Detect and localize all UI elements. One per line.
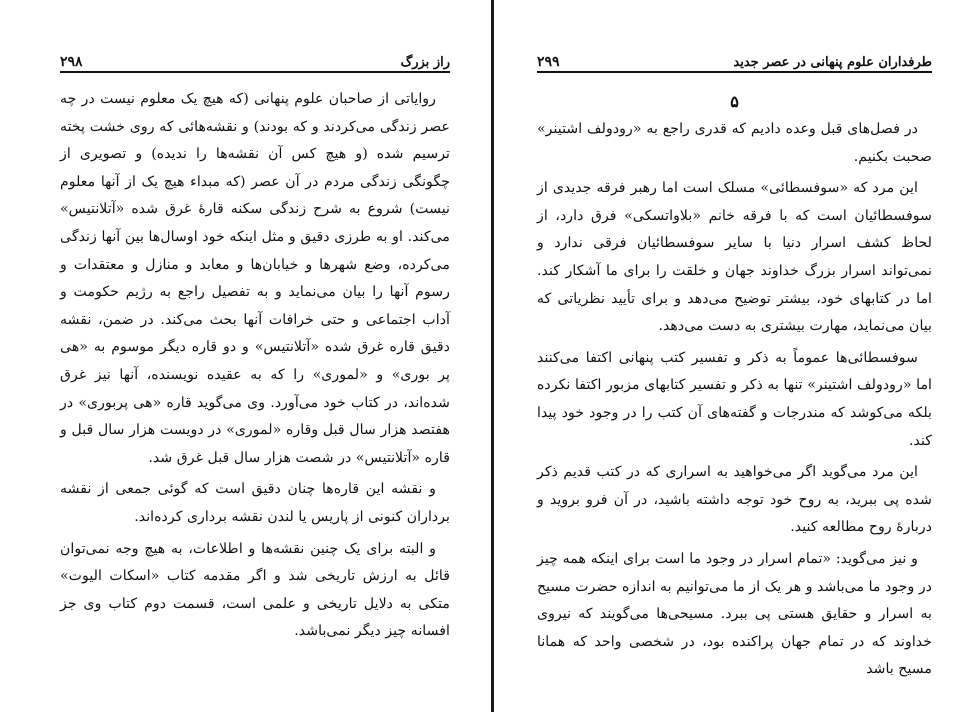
left-paragraph-1: روایاتی از صاحبان علوم پنهانی (که هیچ یک معلوم نیست در چه عصر زندگی می‌کردند و که بودند) و نقشه‌هائی که روی خشت پخته ترسیم شده (و هیچ کس آن نقشه‌ها را ندیده) و تصویری از چگونگی زندگی مردم در آن عصر (که مبداء هیچ یک از آنها معلوم نیست) شروع به شرح زندگی سکنه قارهٔ غرق شده «آتلانتیس» می‌کند. او به طرزی دقیق و مثل اینکه خود اوسال‌ها بین آنها زندگی می‌کرده، وضع شهرها و خیابان‌ها و معابد و منازل و معتقدات و رسوم آنها را بیان می‌نماید و به تفصیل راجع به رژیم حکومت و آداب اجتماعی و حتی خرافات آنها بحث می‌کند. در ضمن، نقشه دقیق قاره غرق شده «آتلانتیس» و دو قاره دیگر موسوم به «هی پر بوری» و «لموری» را که به عقیده نویسنده، آنها نیز غرق شده‌اند، در کتاب خود می‌آورد. وی می‌گوید قاره «هی پربوری» در هفتصد هزار سال قبل وقاره «لموری» در دویست هزار سال قبل و قاره «آتلانتیس» در شصت هزار سال قبل غرق شد. (60, 91, 450, 466)
left-page-number: ۲۹۸ (60, 54, 83, 70)
right-body-text (537, 116, 932, 688)
right-page-header (537, 48, 932, 70)
right-header-rule (537, 71, 932, 73)
right-page (497, 0, 979, 712)
right-paragraph-5: و نیز می‌گوید: «تمام اسرار در وجود ما است برای اینکه همه چیز در وجود ما می‌باشد و هر یک از ما می‌توانیم به اندازه حضرت مسیح به اسرار و حقایق هستی پی ببرد. مسیحی‌ها می‌گویند که نیروی خداوند که در تمام جهان پراکنده بود، در شخصی واحد که همانا مسیح باشد (537, 550, 932, 678)
left-paragraph-2: و نقشه این قاره‌ها چنان دقیق است که گوئی جمعی از نقشه برداران کنونی از پاریس یا لندن نقشه برداری کرده‌اند. (60, 481, 450, 525)
book-spine (491, 0, 494, 712)
right-running-title: طرفداران علوم پنهانی در عصر جدید (733, 55, 932, 70)
left-body-text (60, 86, 450, 650)
right-paragraph-1: در فصل‌های قبل وعده دادیم که قدری راجع به «رودولف اشتینر» صحبت بکنیم. (537, 121, 932, 165)
left-header-rule (60, 71, 450, 73)
right-page-number: ۲۹۹ (537, 54, 560, 70)
right-paragraph-4: این مرد می‌گوید اگر می‌خواهید به اسراری که در کتب قدیم ذکر شده پی ببرید، به روح خود توجه داشته باشید، در آن فرو بروید و دربارهٔ روح مطالعه کنید. (537, 464, 932, 536)
chapter-number: ۵ (730, 92, 739, 111)
right-paragraph-3: سوفسطائی‌ها عموماً به ذکر و تفسیر کتب پنهانی اکتفا می‌کنند اما «رودولف اشتینر» تنها به ذکر و تفسیر کتابهای مزبور اکتفا نکرده بلکه می‌کوشد که مندرجات و گفته‌های آن کتب را در وجود خود پیدا کند. (537, 349, 932, 449)
left-paragraph-3: و البته برای یک چنین نقشه‌ها و اطلاعات، به هیچ وجه نمی‌توان قائل به ارزش تاریخی شد و اگر مقدمه کتاب «اسکات الیوت» متکی به دلایل تاریخی و علمی است، قسمت دوم کتاب وی جز افسانه چیز دیگر نمی‌باشد. (60, 540, 450, 640)
left-page-header (60, 48, 450, 70)
left-running-title: راز بزرگ (400, 55, 450, 70)
right-paragraph-2: این مرد که «سوفسطائی» مسلک است اما رهبر فرقه جدیدی از سوفسطائیان است که با فرقه خانم «بلاواتسکی» فرق دارد، از لحاظ کشف اسرار دنیا با سایر سوفسطائیان فرقی ندارد و نمی‌تواند اسرار بزرگ خداوند جهان و خلقت را برای ما آشکار کند. اما در کتابهای خود، بیشتر توضیح می‌دهد و برای تأیید نظریاتی که بیان می‌نماید، مهارت بیشتری به دست می‌دهد. (537, 180, 932, 335)
